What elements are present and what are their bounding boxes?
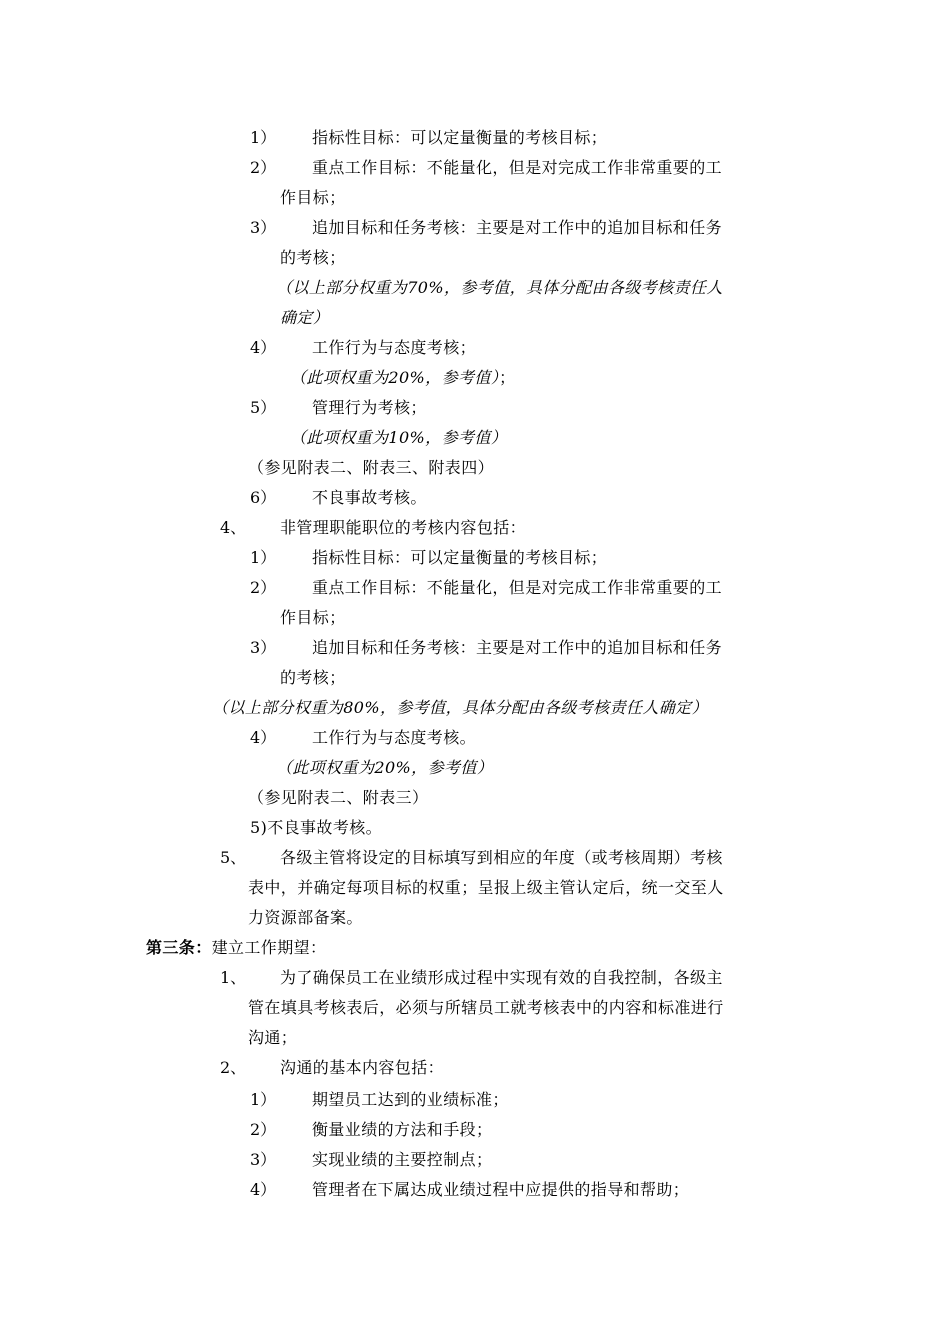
weight-note-continued: 确定） [280,308,330,327]
section-title: 非管理职能职位的考核内容包括： [280,518,527,537]
list-item-text-continued: 的考核； [280,248,346,267]
section-number: 4、 [220,518,247,537]
list-item-text-continued: 作目标； [280,608,346,627]
list-item-text: 工作行为与态度考核。 [312,728,477,747]
list-item-text: 管理行为考核； [312,398,427,417]
weight-note-line [290,368,516,388]
list-item-text: 实现业绩的主要控制点； [312,1150,493,1169]
section-number: 2、 [220,1058,247,1077]
list-number: 4） [250,1180,277,1199]
list-number: 3） [250,638,277,657]
list-number: 2） [250,1120,277,1139]
section-title: 沟通的基本内容包括： [280,1058,445,1077]
list-item-text: 5)不良事故考核。 [250,818,383,837]
section-number: 5、 [220,848,247,867]
list-item-text: 管理者在下属达成业绩过程中应提供的指导和帮助； [312,1180,690,1199]
paragraph-line: 各级主管将设定的目标填写到相应的年度（或考核周期）考核 [280,848,723,867]
list-item-text: 指标性目标：可以定量衡量的考核目标； [312,548,608,567]
paragraph-line: 表中，并确定每项目标的权重；呈报上级主管认定后，统一交至人 [248,878,724,897]
list-number: 6） [250,488,277,507]
appendix-reference: （参见附表二、附表三、附表四） [248,458,495,477]
list-number: 1） [250,548,277,567]
note-tail: ； [499,368,516,387]
weight-note: （以上部分权重为80%，参考值，具体分配由各级考核责任人确定） [212,698,708,717]
list-item-text: 期望员工达到的业绩标准； [312,1090,509,1109]
weight-note: （此项权重为20%，参考值） [276,758,494,777]
list-number: 2） [250,158,277,177]
list-number: 4） [250,338,277,357]
list-number: 4） [250,728,277,747]
weight-note: （此项权重为10%，参考值） [290,428,508,447]
list-number: 3） [250,218,277,237]
list-number: 2） [250,578,277,597]
list-item-text-continued: 作目标； [280,188,346,207]
weight-note: （此项权重为20%，参考值） [290,368,500,387]
list-number: 3） [250,1150,277,1169]
list-number: 1） [250,1090,277,1109]
paragraph-line: 沟通； [248,1028,298,1047]
list-item-text: 不良事故考核。 [312,488,427,507]
list-item-text: 追加目标和任务考核：主要是对工作中的追加目标和任务 [312,638,723,657]
list-item-text: 重点工作目标：不能量化，但是对完成工作非常重要的工 [312,578,723,597]
section-number: 1、 [220,968,247,987]
weight-note: （以上部分权重为70%，参考值，具体分配由各级考核责任人 [276,278,723,297]
paragraph-line: 管在填具考核表后，必须与所辖员工就考核表中的内容和标准进行 [248,998,724,1017]
list-number: 5） [250,398,277,417]
appendix-reference: （参见附表二、附表三） [248,788,429,807]
article-heading [146,938,326,958]
list-item-text: 重点工作目标：不能量化，但是对完成工作非常重要的工 [312,158,723,177]
article-title: 建立工作期望： [211,938,327,957]
list-item-text: 指标性目标：可以定量衡量的考核目标； [312,128,608,147]
list-number: 1） [250,128,277,147]
paragraph-line: 力资源部备案。 [248,908,363,927]
paragraph-line: 为了确保员工在业绩形成过程中实现有效的自我控制，各级主 [280,968,723,987]
list-item-text: 衡量业绩的方法和手段； [312,1120,493,1139]
list-item-text-continued: 的考核； [280,668,346,687]
article-label: 第三条： [146,938,212,957]
list-item-text: 追加目标和任务考核：主要是对工作中的追加目标和任务 [312,218,723,237]
list-item-text: 工作行为与态度考核； [312,338,477,357]
